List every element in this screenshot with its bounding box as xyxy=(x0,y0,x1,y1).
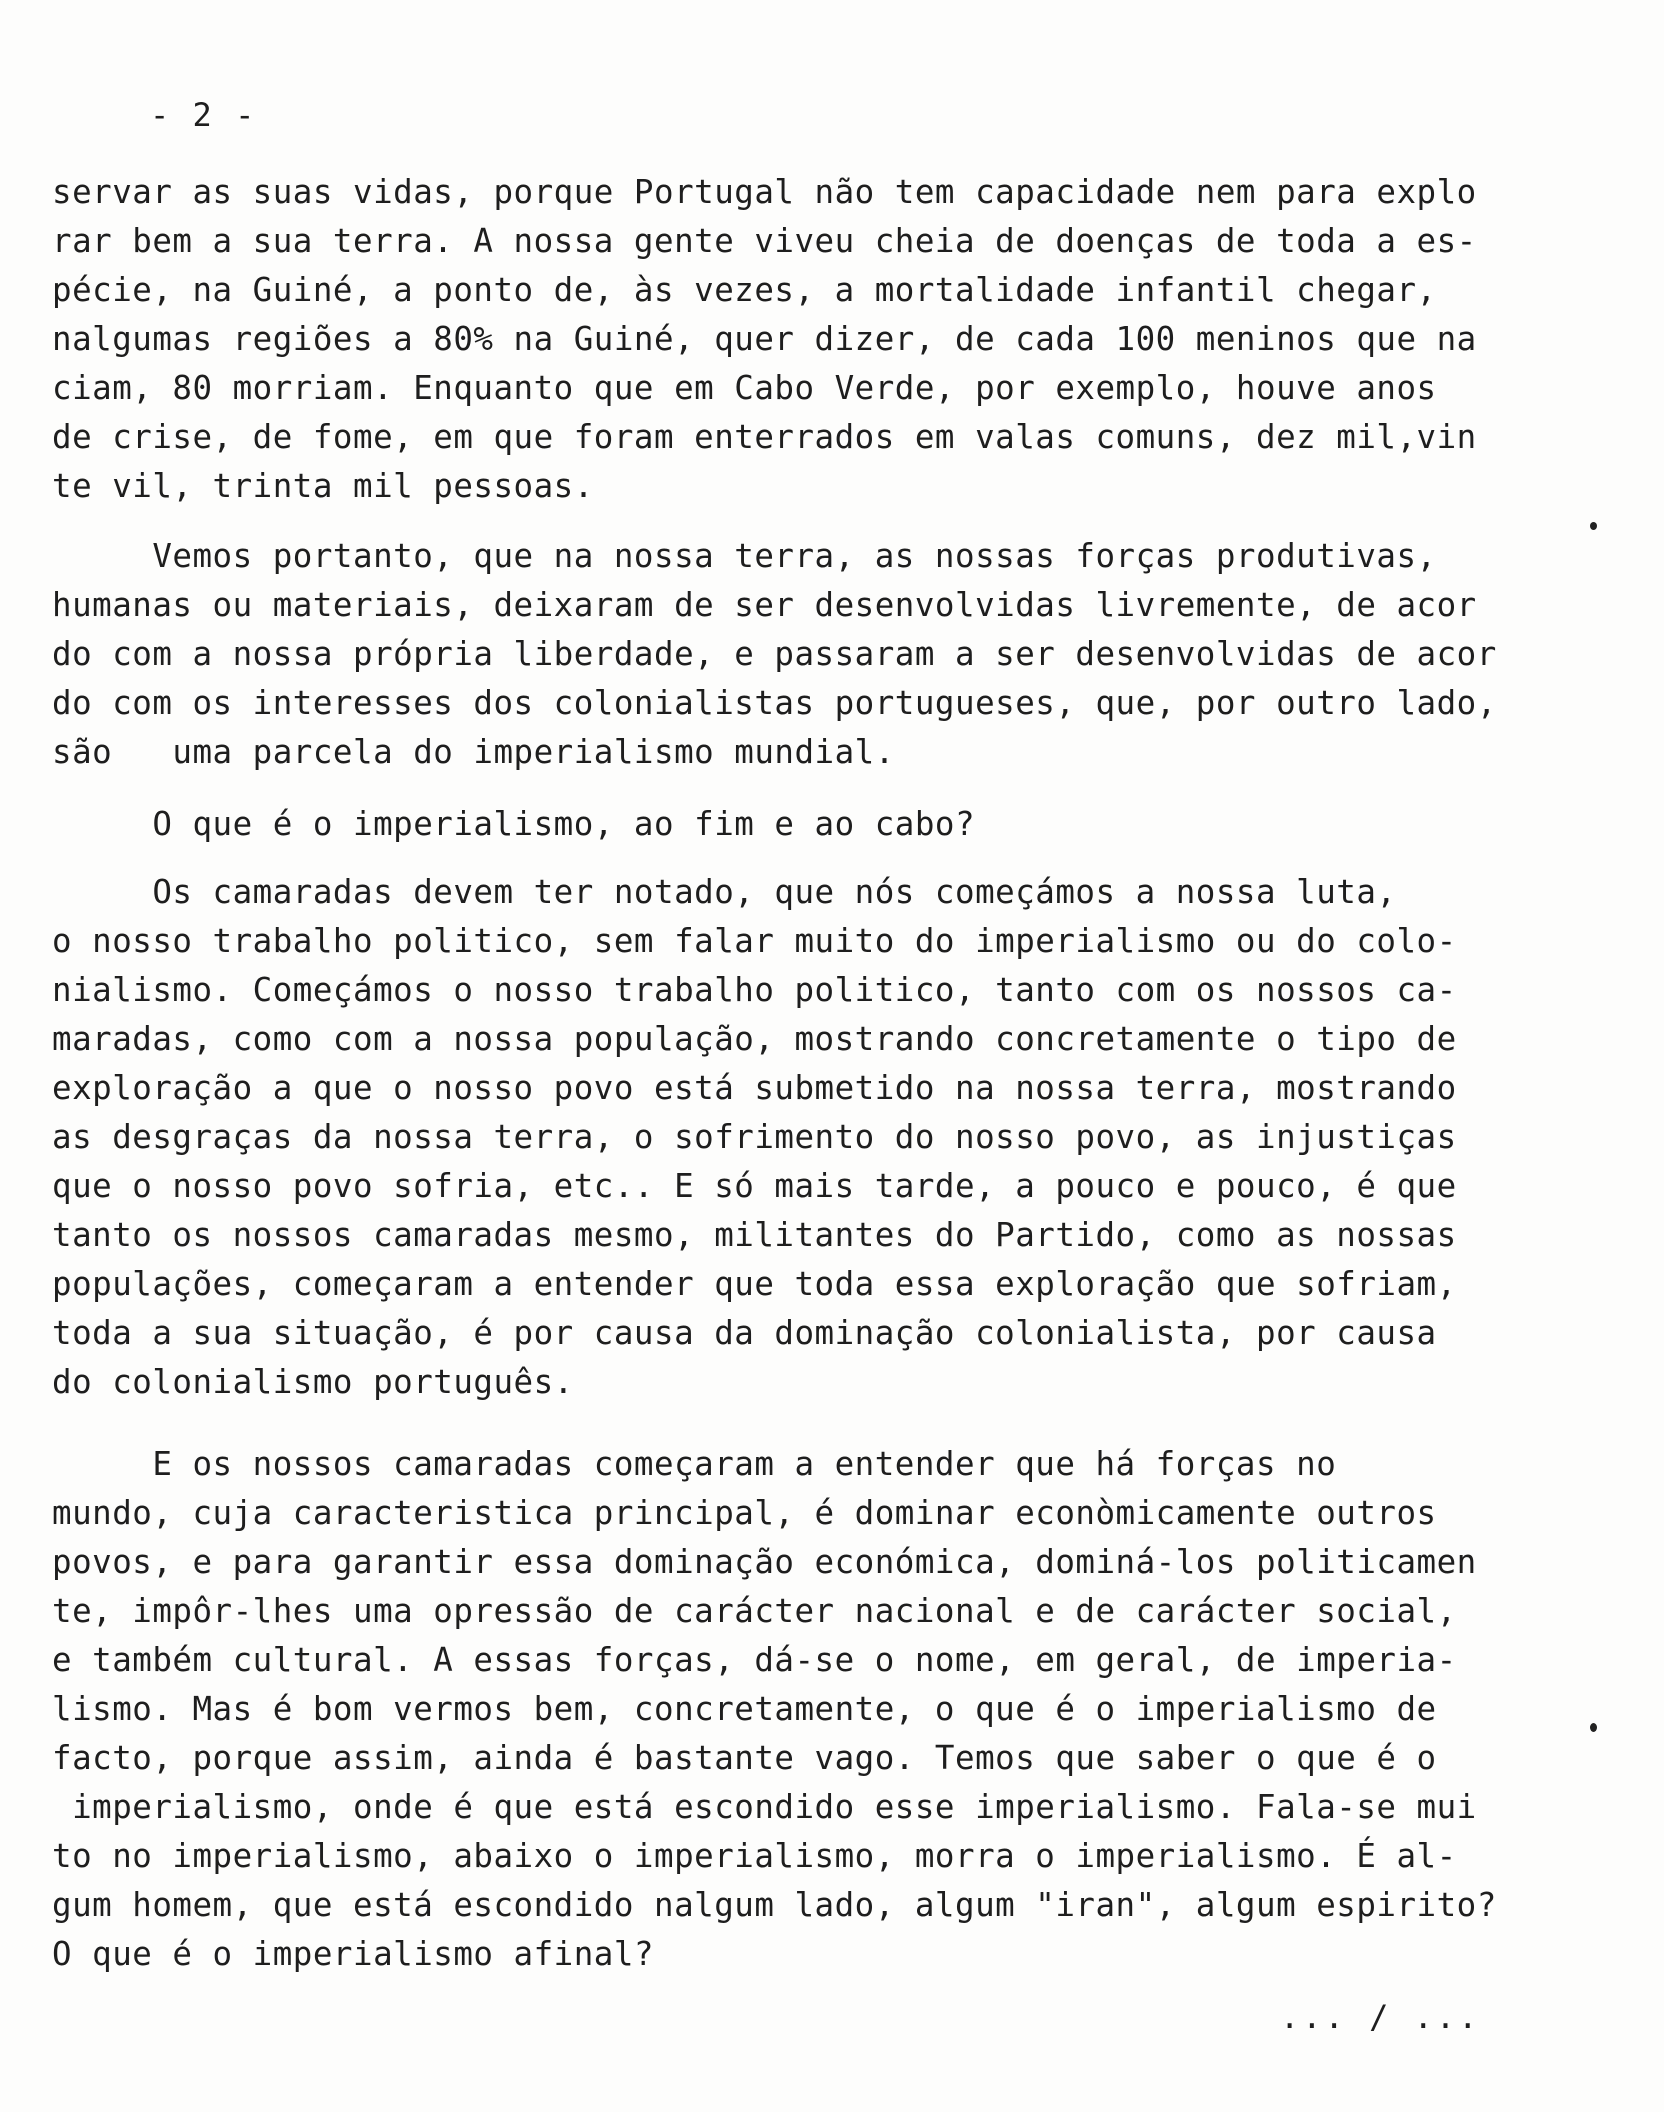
text-line: imperialismo, onde é que está escondido esse imperialismo. Fala-se mui xyxy=(52,1788,1477,1826)
text-line: to no imperialismo, abaixo o imperialismo, morra o imperialismo. É al- xyxy=(52,1837,1457,1875)
page-number: - 2 - xyxy=(150,96,257,134)
text-line: O que é o imperialismo afinal? xyxy=(52,1935,654,1973)
text-line: servar as suas vidas, porque Portugal não tem capacidade nem para explo xyxy=(52,173,1477,211)
text-line: nalgumas regiões a 80% na Guiné, quer dizer, de cada 100 meninos que na xyxy=(52,320,1477,358)
text-line: te vil, trinta mil pessoas. xyxy=(52,467,594,505)
scan-speck xyxy=(1590,1723,1597,1732)
text-line: de crise, de fome, em que foram enterrados em valas comuns, dez mil,vin xyxy=(52,418,1477,456)
paragraph-1 xyxy=(52,168,1552,511)
text-line: gum homem, que está escondido nalgum lado, algum "iran", algum espirito? xyxy=(52,1886,1497,1924)
text-line: são uma parcela do imperialismo mundial. xyxy=(52,733,895,771)
paragraph-4 xyxy=(52,868,1552,1407)
paragraph-3 xyxy=(52,800,1552,849)
text-line: humanas ou materiais, deixaram de ser desenvolvidas livremente, de acor xyxy=(52,586,1477,624)
continuation-mark: ... / ... xyxy=(1280,1998,1481,2036)
text-line: populações, começaram a entender que toda essa exploração que sofriam, xyxy=(52,1265,1457,1303)
text-line: facto, porque assim, ainda é bastante vago. Temos que saber o que é o xyxy=(52,1739,1437,1777)
text-line: ciam, 80 morriam. Enquanto que em Cabo Verde, por exemplo, houve anos xyxy=(52,369,1437,407)
paragraph-5 xyxy=(52,1440,1552,1979)
text-line: maradas, como com a nossa população, mostrando concretamente o tipo de xyxy=(52,1020,1457,1058)
text-line: toda a sua situação, é por causa da dominação colonialista, por causa xyxy=(52,1314,1437,1352)
text-line: Vemos portanto, que na nossa terra, as nossas forças produtivas, xyxy=(52,537,1437,575)
text-line: O que é o imperialismo, ao fim e ao cabo? xyxy=(52,805,976,843)
text-line: lismo. Mas é bom vermos bem, concretamente, o que é o imperialismo de xyxy=(52,1690,1437,1728)
text-line: que o nosso povo sofria, etc.. E só mais tarde, a pouco e pouco, é que xyxy=(52,1167,1457,1205)
text-line: mundo, cuja caracteristica principal, é dominar econòmicamente outros xyxy=(52,1494,1437,1532)
text-line: povos, e para garantir essa dominação económica, dominá-los politicamen xyxy=(52,1543,1477,1581)
text-line: Os camaradas devem ter notado, que nós começámos a nossa luta, xyxy=(52,873,1397,911)
text-line: e também cultural. A essas forças, dá-se o nome, em geral, de imperia- xyxy=(52,1641,1457,1679)
text-line: exploração a que o nosso povo está submetido na nossa terra, mostrando xyxy=(52,1069,1457,1107)
text-line: tanto os nossos camaradas mesmo, militantes do Partido, como as nossas xyxy=(52,1216,1457,1254)
text-line: te, impôr-lhes uma opressão de carácter nacional e de carácter social, xyxy=(52,1592,1457,1630)
text-line: do com a nossa própria liberdade, e passaram a ser desenvolvidas de acor xyxy=(52,635,1497,673)
text-line: do colonialismo português. xyxy=(52,1363,574,1401)
text-line: as desgraças da nossa terra, o sofrimento do nosso povo, as injustiças xyxy=(52,1118,1457,1156)
paragraph-2 xyxy=(52,532,1552,777)
scan-speck xyxy=(1590,522,1597,530)
text-line: rar bem a sua terra. A nossa gente viveu cheia de doenças de toda a es- xyxy=(52,222,1477,260)
text-line: E os nossos camaradas começaram a entender que há forças no xyxy=(52,1445,1337,1483)
text-line: do com os interesses dos colonialistas portugueses, que, por outro lado, xyxy=(52,684,1497,722)
text-line: o nosso trabalho politico, sem falar muito do imperialismo ou do colo- xyxy=(52,922,1457,960)
text-line: pécie, na Guiné, a ponto de, às vezes, a mortalidade infantil chegar, xyxy=(52,271,1437,309)
text-line: nialismo. Começámos o nosso trabalho politico, tanto com os nossos ca- xyxy=(52,971,1457,1009)
